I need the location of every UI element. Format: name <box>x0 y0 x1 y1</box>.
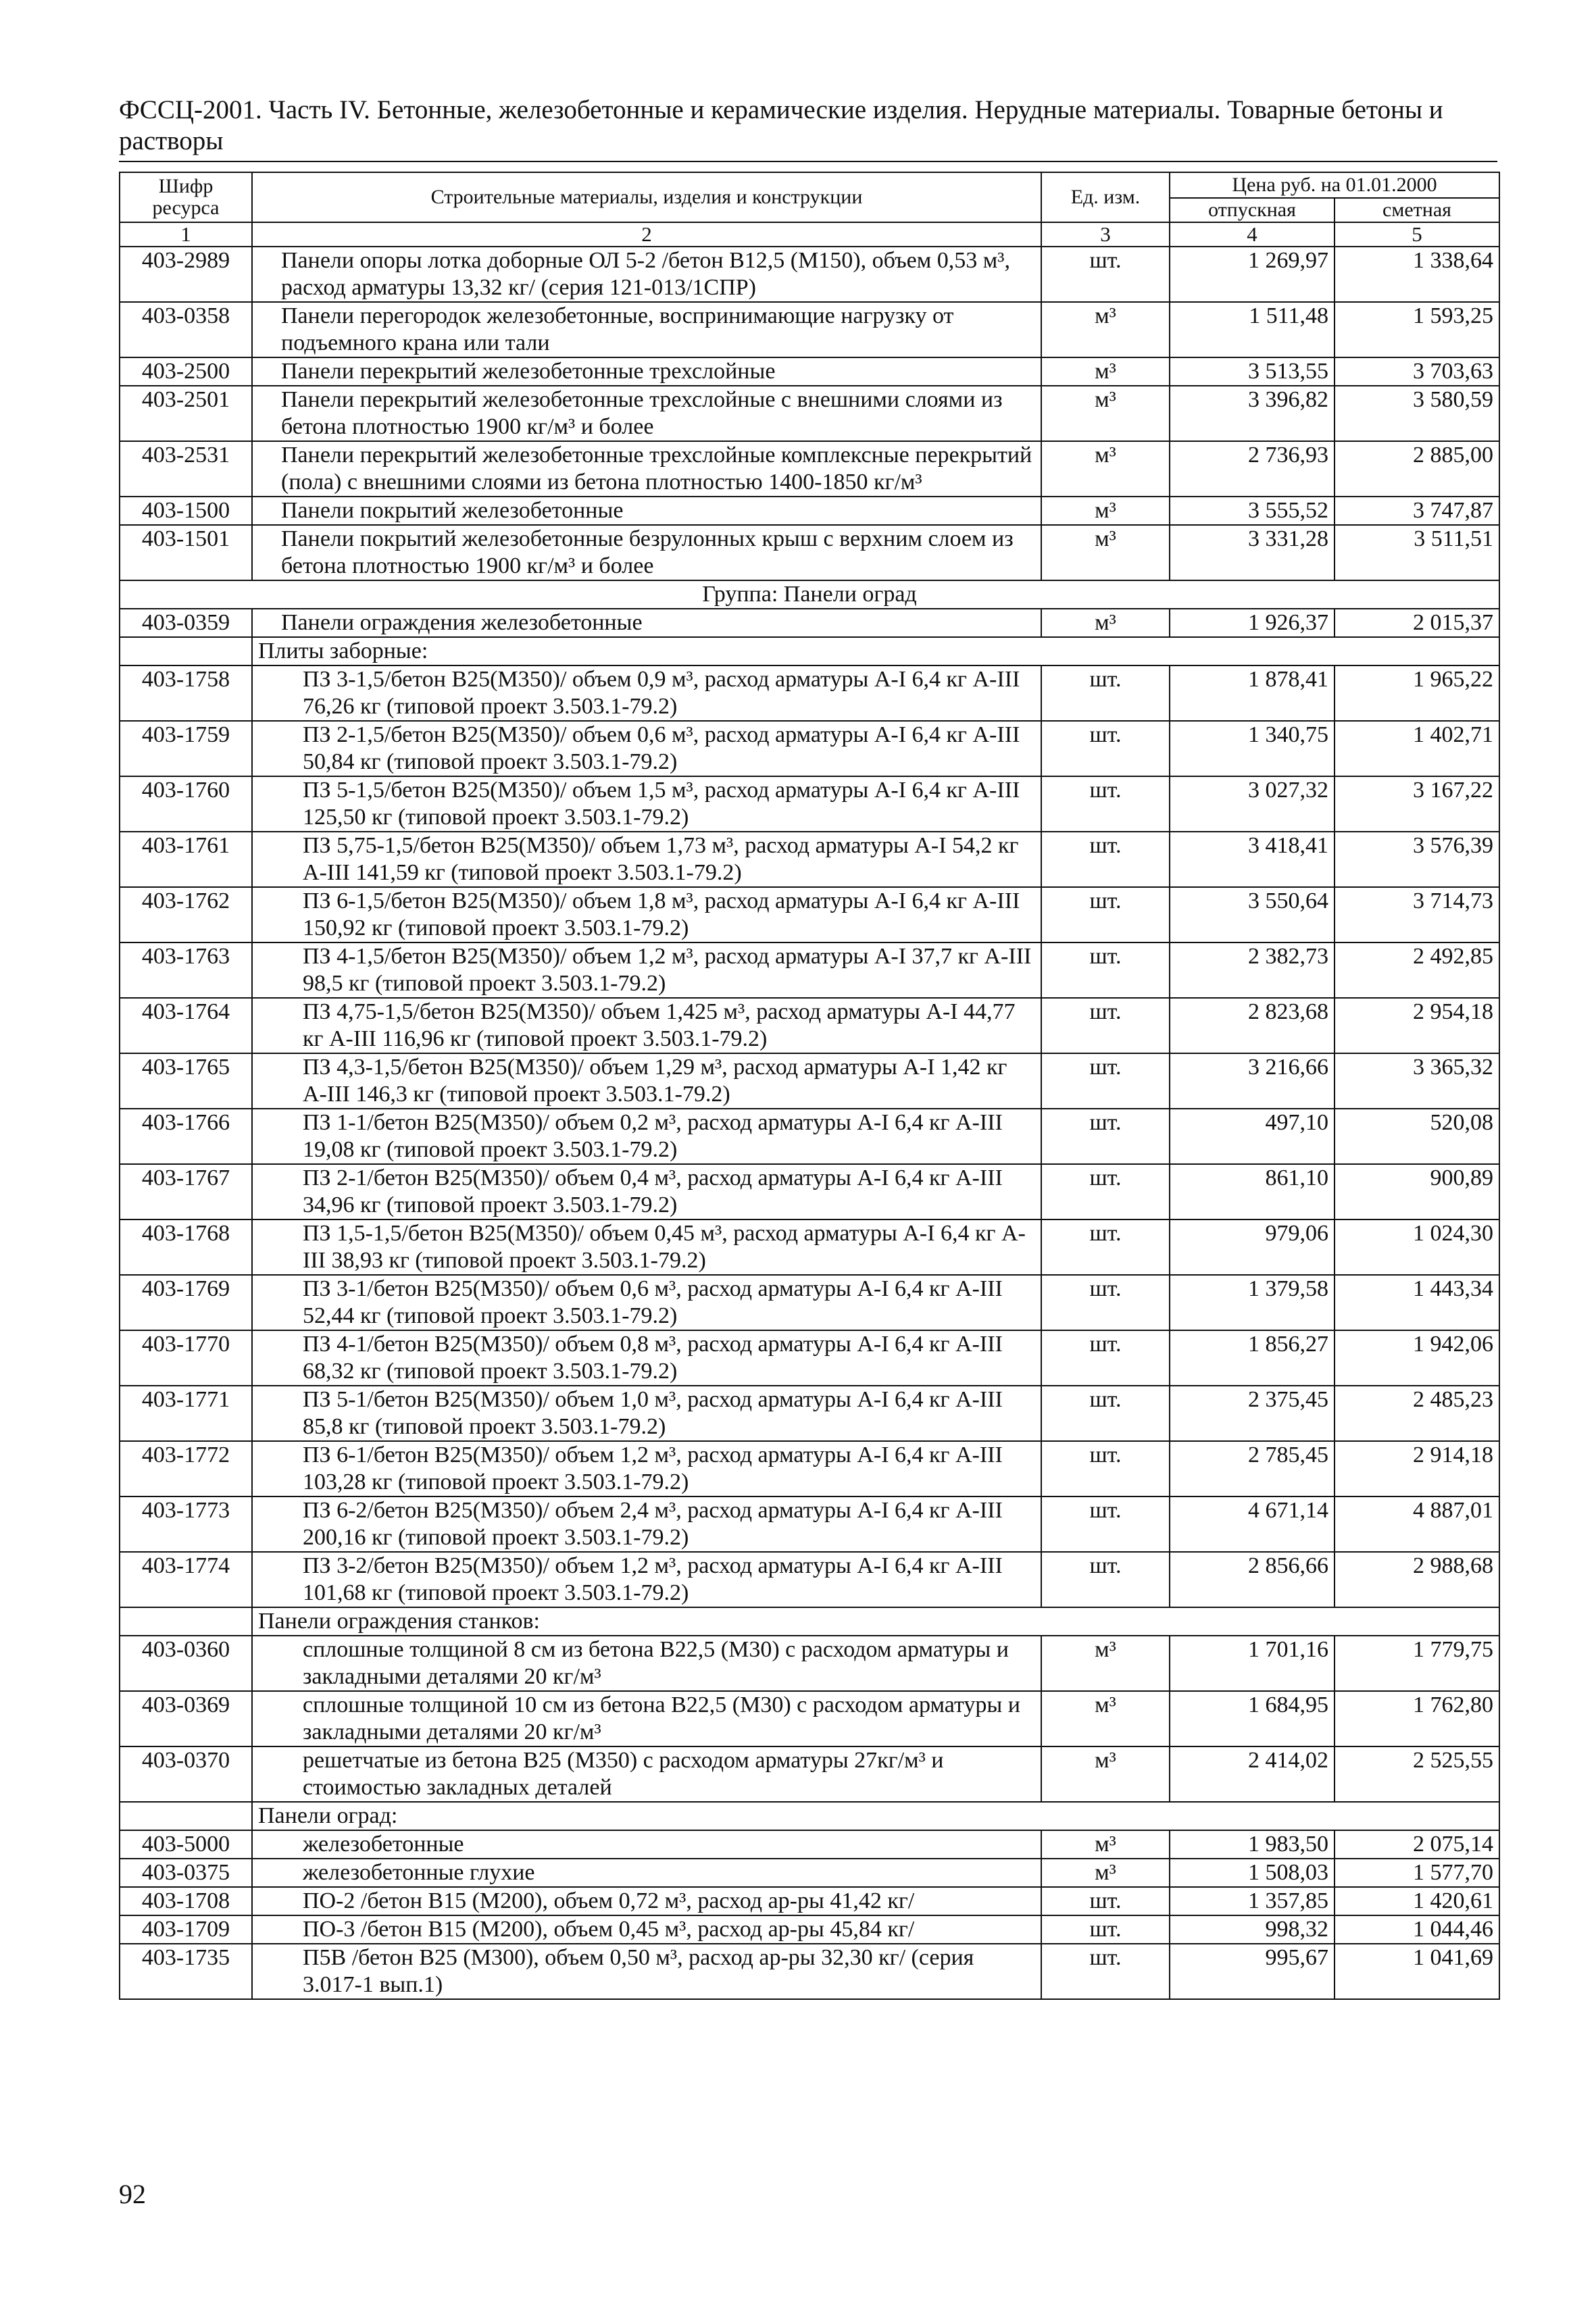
col-number: 2 <box>252 222 1041 247</box>
release-price-cell: 3 027,32 <box>1170 776 1335 832</box>
unit-cell: м³ <box>1041 302 1170 357</box>
header-divider <box>119 161 1497 162</box>
table-row <box>120 1386 1499 1441</box>
release-price-cell: 1 983,50 <box>1170 1830 1335 1859</box>
unit-cell: м³ <box>1041 497 1170 525</box>
table-row <box>120 497 1499 525</box>
code-cell: 403-2500 <box>120 357 252 386</box>
name-text: сплошные толщиной 10 см из бетона В22,5 (М30) с расходом арматуры и закладными деталями 20 кг/м³ <box>303 1692 1020 1744</box>
name-cell <box>252 1053 1041 1109</box>
code-cell: 403-2531 <box>120 441 252 497</box>
table-row <box>120 776 1499 832</box>
release-price-cell: 2 414,02 <box>1170 1746 1335 1802</box>
code-cell: 403-2989 <box>120 247 252 302</box>
unit-cell: шт. <box>1041 1944 1170 1999</box>
estimate-price-cell: 1 443,34 <box>1335 1275 1499 1330</box>
col-header-release: отпускная <box>1170 198 1335 222</box>
estimate-price-cell: 1 779,75 <box>1335 1636 1499 1691</box>
name-text: ПЗ 4,75-1,5/бетон В25(М350)/ объем 1,425 м³, расход арматуры А-I 44,77 кг А-III 116,96 кг (типовой проект 3.503.1-79.2) <box>303 999 1016 1051</box>
estimate-price-cell: 3 576,39 <box>1335 832 1499 887</box>
name-cell <box>252 1887 1041 1915</box>
code-cell: 403-0358 <box>120 302 252 357</box>
name-cell <box>252 1496 1041 1552</box>
estimate-price-cell: 3 714,73 <box>1335 887 1499 942</box>
name-cell <box>252 609 1041 637</box>
name-text: П5В /бетон В25 (М300), объем 0,50 м³, расход ар-ры 32,30 кг/ (серия 3.017-1 вып.1) <box>303 1945 974 1997</box>
col-number: 3 <box>1041 222 1170 247</box>
unit-cell: м³ <box>1041 1859 1170 1887</box>
estimate-price-cell: 1 762,80 <box>1335 1691 1499 1746</box>
table-row <box>120 302 1499 357</box>
subheading: Панели ограждения станков: <box>252 1607 1499 1636</box>
name-text: Панели перегородок железобетонные, воспринимающие нагрузку от подъемного крана или тали <box>281 303 954 355</box>
code-cell: 403-1763 <box>120 942 252 998</box>
name-cell <box>252 832 1041 887</box>
unit-cell: шт. <box>1041 998 1170 1053</box>
name-text: Панели перекрытий железобетонные трехслойные <box>281 359 776 384</box>
name-text: ПЗ 1,5-1,5/бетон В25(М350)/ объем 0,45 м³, расход арматуры А-I 6,4 кг А-III 38,93 кг (типовой проект 3.503.1-79.2) <box>303 1221 1026 1273</box>
release-price-cell: 995,67 <box>1170 1944 1335 1999</box>
table-row <box>120 1691 1499 1746</box>
code-cell: 403-1773 <box>120 1496 252 1552</box>
code-cell: 403-1765 <box>120 1053 252 1109</box>
name-text: ПО-3 /бетон В15 (М200), объем 0,45 м³, расход ар-ры 45,84 кг/ <box>303 1917 915 1942</box>
name-text: ПЗ 5-1,5/бетон В25(М350)/ объем 1,5 м³, расход арматуры А-I 6,4 кг А-III 125,50 кг (типовой проект 3.503.1-79.2) <box>303 778 1020 830</box>
table-row <box>120 441 1499 497</box>
table-row <box>120 942 1499 998</box>
release-price-cell: 2 823,68 <box>1170 998 1335 1053</box>
unit-cell: шт. <box>1041 1275 1170 1330</box>
table-row <box>120 247 1499 302</box>
estimate-price-cell: 1 420,61 <box>1335 1887 1499 1915</box>
estimate-price-cell: 1 965,22 <box>1335 665 1499 721</box>
col-header-unit: Ед. изм. <box>1041 172 1170 222</box>
table-row <box>120 1944 1499 1999</box>
code-cell: 403-1764 <box>120 998 252 1053</box>
release-price-cell: 3 331,28 <box>1170 525 1335 580</box>
table-row <box>120 609 1499 637</box>
name-text: ПЗ 2-1/бетон В25(М350)/ объем 0,4 м³, расход арматуры А-I 6,4 кг А-III 34,96 кг (типовой проект 3.503.1-79.2) <box>303 1165 1003 1217</box>
code-cell: 403-1500 <box>120 497 252 525</box>
table-row <box>120 1636 1499 1691</box>
col-number: 4 <box>1170 222 1335 247</box>
code-cell: 403-1762 <box>120 887 252 942</box>
unit-cell: шт. <box>1041 665 1170 721</box>
estimate-price-cell: 1 338,64 <box>1335 247 1499 302</box>
unit-cell: шт. <box>1041 1164 1170 1219</box>
table-row <box>120 1746 1499 1802</box>
estimate-price-cell: 900,89 <box>1335 1164 1499 1219</box>
estimate-price-cell: 3 167,22 <box>1335 776 1499 832</box>
name-cell <box>252 1386 1041 1441</box>
estimate-price-cell: 1 024,30 <box>1335 1219 1499 1275</box>
subheading-row <box>120 1802 1499 1830</box>
unit-cell: шт. <box>1041 887 1170 942</box>
estimate-price-cell: 2 015,37 <box>1335 609 1499 637</box>
estimate-price-cell: 1 593,25 <box>1335 302 1499 357</box>
table-row <box>120 1552 1499 1607</box>
release-price-cell: 861,10 <box>1170 1164 1335 1219</box>
name-cell <box>252 247 1041 302</box>
release-price-cell: 1 340,75 <box>1170 721 1335 776</box>
table-row <box>120 721 1499 776</box>
subheading-row <box>120 1607 1499 1636</box>
name-cell <box>252 1859 1041 1887</box>
unit-cell: м³ <box>1041 1830 1170 1859</box>
name-cell <box>252 1691 1041 1746</box>
name-text: ПЗ 5,75-1,5/бетон В25(М350)/ объем 1,73 м³, расход арматуры А-I 54,2 кг А-III 141,59 кг (типовой проект 3.503.1-79.2) <box>303 833 1019 885</box>
name-cell <box>252 441 1041 497</box>
name-text: Панели покрытий железобетонные безрулонных крыш с верхним слоем из бетона плотностью 1900 кг/м³ и более <box>281 526 1014 578</box>
name-cell <box>252 942 1041 998</box>
release-price-cell: 3 513,55 <box>1170 357 1335 386</box>
name-cell <box>252 1636 1041 1691</box>
subheading: Плиты заборные: <box>252 637 1499 665</box>
name-cell <box>252 1915 1041 1944</box>
unit-cell: шт. <box>1041 1109 1170 1164</box>
release-price-cell: 1 856,27 <box>1170 1330 1335 1386</box>
name-text: ПЗ 4,3-1,5/бетон В25(М350)/ объем 1,29 м³, расход арматуры А-I 1,42 кг А-III 146,3 кг (типовой проект 3.503.1-79.2) <box>303 1055 1007 1107</box>
name-text: Панели опоры лотка доборные ОЛ 5-2 /бетон В12,5 (М150), объем 0,53 м³, расход арматуры 13,32 кг/ (серия 121-013/1СПР) <box>281 248 1010 300</box>
table-row <box>120 998 1499 1053</box>
release-price-cell: 1 511,48 <box>1170 302 1335 357</box>
subheading: Панели оград: <box>252 1802 1499 1830</box>
code-cell: 403-1768 <box>120 1219 252 1275</box>
unit-cell: шт. <box>1041 832 1170 887</box>
estimate-price-cell: 1 044,46 <box>1335 1915 1499 1944</box>
table-body <box>120 247 1499 1999</box>
release-price-cell: 1 684,95 <box>1170 1691 1335 1746</box>
estimate-price-cell: 2 525,55 <box>1335 1746 1499 1802</box>
unit-cell: м³ <box>1041 1746 1170 1802</box>
estimate-price-cell: 3 747,87 <box>1335 497 1499 525</box>
code-cell: 403-1774 <box>120 1552 252 1607</box>
name-cell <box>252 525 1041 580</box>
release-price-cell: 1 379,58 <box>1170 1275 1335 1330</box>
release-price-cell: 3 396,82 <box>1170 386 1335 441</box>
estimate-price-cell: 3 580,59 <box>1335 386 1499 441</box>
release-price-cell: 2 856,66 <box>1170 1552 1335 1607</box>
release-price-cell: 1 508,03 <box>1170 1859 1335 1887</box>
table-row <box>120 832 1499 887</box>
name-text: ПЗ 3-1/бетон В25(М350)/ объем 0,6 м³, расход арматуры А-I 6,4 кг А-III 52,44 кг (типовой проект 3.503.1-79.2) <box>303 1276 1003 1328</box>
empty-cell <box>120 1802 252 1830</box>
unit-cell: м³ <box>1041 1636 1170 1691</box>
table-row <box>120 525 1499 580</box>
release-price-cell: 1 926,37 <box>1170 609 1335 637</box>
name-cell <box>252 887 1041 942</box>
name-cell <box>252 721 1041 776</box>
code-cell: 403-1760 <box>120 776 252 832</box>
col-number: 1 <box>120 222 252 247</box>
unit-cell: шт. <box>1041 1330 1170 1386</box>
table-row <box>120 1441 1499 1496</box>
name-cell <box>252 1275 1041 1330</box>
release-price-cell: 4 671,14 <box>1170 1496 1335 1552</box>
name-text: ПЗ 2-1,5/бетон В25(М350)/ объем 0,6 м³, расход арматуры А-I 6,4 кг А-III 50,84 кг (типовой проект 3.503.1-79.2) <box>303 722 1020 774</box>
code-cell: 403-1769 <box>120 1275 252 1330</box>
name-cell <box>252 1441 1041 1496</box>
col-header-price-group: Цена руб. на 01.01.2000 <box>1170 172 1499 198</box>
estimate-price-cell: 2 914,18 <box>1335 1441 1499 1496</box>
unit-cell: м³ <box>1041 386 1170 441</box>
name-cell <box>252 1746 1041 1802</box>
table-row <box>120 887 1499 942</box>
code-cell: 403-0375 <box>120 1859 252 1887</box>
group-row <box>120 580 1499 609</box>
code-cell: 403-1709 <box>120 1915 252 1944</box>
unit-cell: м³ <box>1041 441 1170 497</box>
table-row <box>120 1330 1499 1386</box>
estimate-price-cell: 1 577,70 <box>1335 1859 1499 1887</box>
name-text: Панели покрытий железобетонные <box>281 498 624 523</box>
unit-cell: шт. <box>1041 942 1170 998</box>
page-header: ФССЦ-2001. Часть IV. Бетонные, железобетонные и керамические изделия. Нерудные материалы. Товарные бетоны и растворы <box>119 95 1443 155</box>
table-row <box>120 1219 1499 1275</box>
table-row <box>120 1887 1499 1915</box>
unit-cell: м³ <box>1041 609 1170 637</box>
table-row <box>120 1859 1499 1887</box>
name-text: ПЗ 6-2/бетон В25(М350)/ объем 2,4 м³, расход арматуры А-I 6,4 кг А-III 200,16 кг (типовой проект 3.503.1-79.2) <box>303 1498 1003 1550</box>
estimate-price-cell: 2 988,68 <box>1335 1552 1499 1607</box>
name-text: Панели перекрытий железобетонные трехслойные с внешними слоями из бетона плотностью 1900 кг/м³ и более <box>281 387 1003 439</box>
name-cell <box>252 302 1041 357</box>
release-price-cell: 979,06 <box>1170 1219 1335 1275</box>
name-text: сплошные толщиной 8 см из бетона В22,5 (М30) с расходом арматуры и закладными деталями 20 кг/м³ <box>303 1637 1009 1689</box>
table-row <box>120 1830 1499 1859</box>
estimate-price-cell: 2 485,23 <box>1335 1386 1499 1441</box>
code-cell: 403-5000 <box>120 1830 252 1859</box>
table-row <box>120 1109 1499 1164</box>
code-cell: 403-1758 <box>120 665 252 721</box>
code-cell: 403-0370 <box>120 1746 252 1802</box>
col-header-name: Строительные материалы, изделия и конструкции <box>252 172 1041 222</box>
name-text: Панели ограждения железобетонные <box>281 610 643 635</box>
name-cell <box>252 1164 1041 1219</box>
release-price-cell: 1 357,85 <box>1170 1887 1335 1915</box>
group-title: Группа: Панели оград <box>120 580 1499 609</box>
code-cell: 403-2501 <box>120 386 252 441</box>
code-cell: 403-1772 <box>120 1441 252 1496</box>
table-row <box>120 357 1499 386</box>
release-price-cell: 1 878,41 <box>1170 665 1335 721</box>
unit-cell: шт. <box>1041 776 1170 832</box>
code-cell: 403-0360 <box>120 1636 252 1691</box>
unit-cell: шт. <box>1041 1441 1170 1496</box>
name-cell <box>252 1944 1041 1999</box>
unit-cell: м³ <box>1041 1691 1170 1746</box>
unit-cell: м³ <box>1041 525 1170 580</box>
empty-cell <box>120 1607 252 1636</box>
release-price-cell: 3 555,52 <box>1170 497 1335 525</box>
table-row <box>120 386 1499 441</box>
unit-cell: шт. <box>1041 721 1170 776</box>
name-cell <box>252 386 1041 441</box>
table-row <box>120 665 1499 721</box>
estimate-price-cell: 1 041,69 <box>1335 1944 1499 1999</box>
code-cell: 403-0369 <box>120 1691 252 1746</box>
code-cell: 403-1735 <box>120 1944 252 1999</box>
release-price-cell: 497,10 <box>1170 1109 1335 1164</box>
code-cell: 403-1767 <box>120 1164 252 1219</box>
unit-cell: шт. <box>1041 1496 1170 1552</box>
name-text: ПЗ 4-1/бетон В25(М350)/ объем 0,8 м³, расход арматуры А-I 6,4 кг А-III 68,32 кг (типовой проект 3.503.1-79.2) <box>303 1332 1003 1384</box>
empty-cell <box>120 637 252 665</box>
estimate-price-cell: 2 885,00 <box>1335 441 1499 497</box>
release-price-cell: 3 418,41 <box>1170 832 1335 887</box>
unit-cell: шт. <box>1041 1386 1170 1441</box>
code-cell: 403-1771 <box>120 1386 252 1441</box>
estimate-price-cell: 3 365,32 <box>1335 1053 1499 1109</box>
unit-cell: м³ <box>1041 357 1170 386</box>
code-cell: 403-1708 <box>120 1887 252 1915</box>
name-text: ПЗ 4-1,5/бетон В25(М350)/ объем 1,2 м³, расход арматуры А-I 37,7 кг А-III 98,5 кг (типовой проект 3.503.1-79.2) <box>303 944 1032 996</box>
release-price-cell: 2 736,93 <box>1170 441 1335 497</box>
name-cell <box>252 1219 1041 1275</box>
unit-cell: шт. <box>1041 1887 1170 1915</box>
col-header-code: Шифр ресурса <box>120 172 252 222</box>
name-text: железобетонные глухие <box>303 1860 535 1885</box>
unit-cell: шт. <box>1041 1219 1170 1275</box>
price-table <box>119 172 1500 2000</box>
estimate-price-cell: 4 887,01 <box>1335 1496 1499 1552</box>
page-number: 92 <box>119 2179 146 2209</box>
name-text: ПЗ 6-1/бетон В25(М350)/ объем 1,2 м³, расход арматуры А-I 6,4 кг А-III 103,28 кг (типовой проект 3.503.1-79.2) <box>303 1442 1003 1494</box>
estimate-price-cell: 2 492,85 <box>1335 942 1499 998</box>
unit-cell: шт. <box>1041 1915 1170 1944</box>
code-cell: 403-1759 <box>120 721 252 776</box>
table-row <box>120 1053 1499 1109</box>
estimate-price-cell: 2 075,14 <box>1335 1830 1499 1859</box>
code-cell: 403-0359 <box>120 609 252 637</box>
release-price-cell: 3 216,66 <box>1170 1053 1335 1109</box>
name-text: ПЗ 6-1,5/бетон В25(М350)/ объем 1,8 м³, расход арматуры А-I 6,4 кг А-III 150,92 кг (типовой проект 3.503.1-79.2) <box>303 888 1020 940</box>
estimate-price-cell: 3 703,63 <box>1335 357 1499 386</box>
name-cell <box>252 1830 1041 1859</box>
name-cell <box>252 665 1041 721</box>
name-text: ПЗ 3-2/бетон В25(М350)/ объем 1,2 м³, расход арматуры А-I 6,4 кг А-III 101,68 кг (типовой проект 3.503.1-79.2) <box>303 1553 1003 1605</box>
name-text: ПЗ 3-1,5/бетон В25(М350)/ объем 0,9 м³, расход арматуры А-I 6,4 кг А-III 76,26 кг (типовой проект 3.503.1-79.2) <box>303 667 1020 719</box>
code-cell: 403-1770 <box>120 1330 252 1386</box>
code-cell: 403-1501 <box>120 525 252 580</box>
release-price-cell: 1 269,97 <box>1170 247 1335 302</box>
name-cell <box>252 998 1041 1053</box>
name-cell <box>252 497 1041 525</box>
estimate-price-cell: 3 511,51 <box>1335 525 1499 580</box>
name-text: Панели перекрытий железобетонные трехслойные комплексные перекрытий (пола) с внешними слоями из бетона плотностью 1400-1850 кг/м³ <box>281 443 1032 495</box>
name-text: решетчатые из бетона В25 (М350) с расходом арматуры 27кг/м³ и стоимостью закладных деталей <box>303 1748 944 1800</box>
col-number: 5 <box>1335 222 1499 247</box>
name-text: ПЗ 1-1/бетон В25(М350)/ объем 0,2 м³, расход арматуры А-I 6,4 кг А-III 19,08 кг (типовой проект 3.503.1-79.2) <box>303 1110 1003 1162</box>
name-cell <box>252 357 1041 386</box>
name-text: железобетонные <box>303 1832 464 1857</box>
estimate-price-cell: 2 954,18 <box>1335 998 1499 1053</box>
release-price-cell: 1 701,16 <box>1170 1636 1335 1691</box>
unit-cell: шт. <box>1041 1552 1170 1607</box>
release-price-cell: 3 550,64 <box>1170 887 1335 942</box>
name-text: ПЗ 5-1/бетон В25(М350)/ объем 1,0 м³, расход арматуры А-I 6,4 кг А-III 85,8 кг (типовой проект 3.503.1-79.2) <box>303 1387 1003 1439</box>
estimate-price-cell: 1 402,71 <box>1335 721 1499 776</box>
code-cell: 403-1766 <box>120 1109 252 1164</box>
code-cell: 403-1761 <box>120 832 252 887</box>
release-price-cell: 2 375,45 <box>1170 1386 1335 1441</box>
release-price-cell: 998,32 <box>1170 1915 1335 1944</box>
table-row <box>120 1164 1499 1219</box>
name-cell <box>252 1552 1041 1607</box>
subheading-row <box>120 637 1499 665</box>
release-price-cell: 2 785,45 <box>1170 1441 1335 1496</box>
estimate-price-cell: 520,08 <box>1335 1109 1499 1164</box>
col-header-estimate: сметная <box>1335 198 1499 222</box>
name-cell <box>252 1109 1041 1164</box>
name-cell <box>252 776 1041 832</box>
name-cell <box>252 1330 1041 1386</box>
unit-cell: шт. <box>1041 247 1170 302</box>
table-row <box>120 1275 1499 1330</box>
estimate-price-cell: 1 942,06 <box>1335 1330 1499 1386</box>
release-price-cell: 2 382,73 <box>1170 942 1335 998</box>
table-row <box>120 1915 1499 1944</box>
name-text: ПО-2 /бетон В15 (М200), объем 0,72 м³, расход ар-ры 41,42 кг/ <box>303 1888 915 1913</box>
table-row <box>120 1496 1499 1552</box>
unit-cell: шт. <box>1041 1053 1170 1109</box>
